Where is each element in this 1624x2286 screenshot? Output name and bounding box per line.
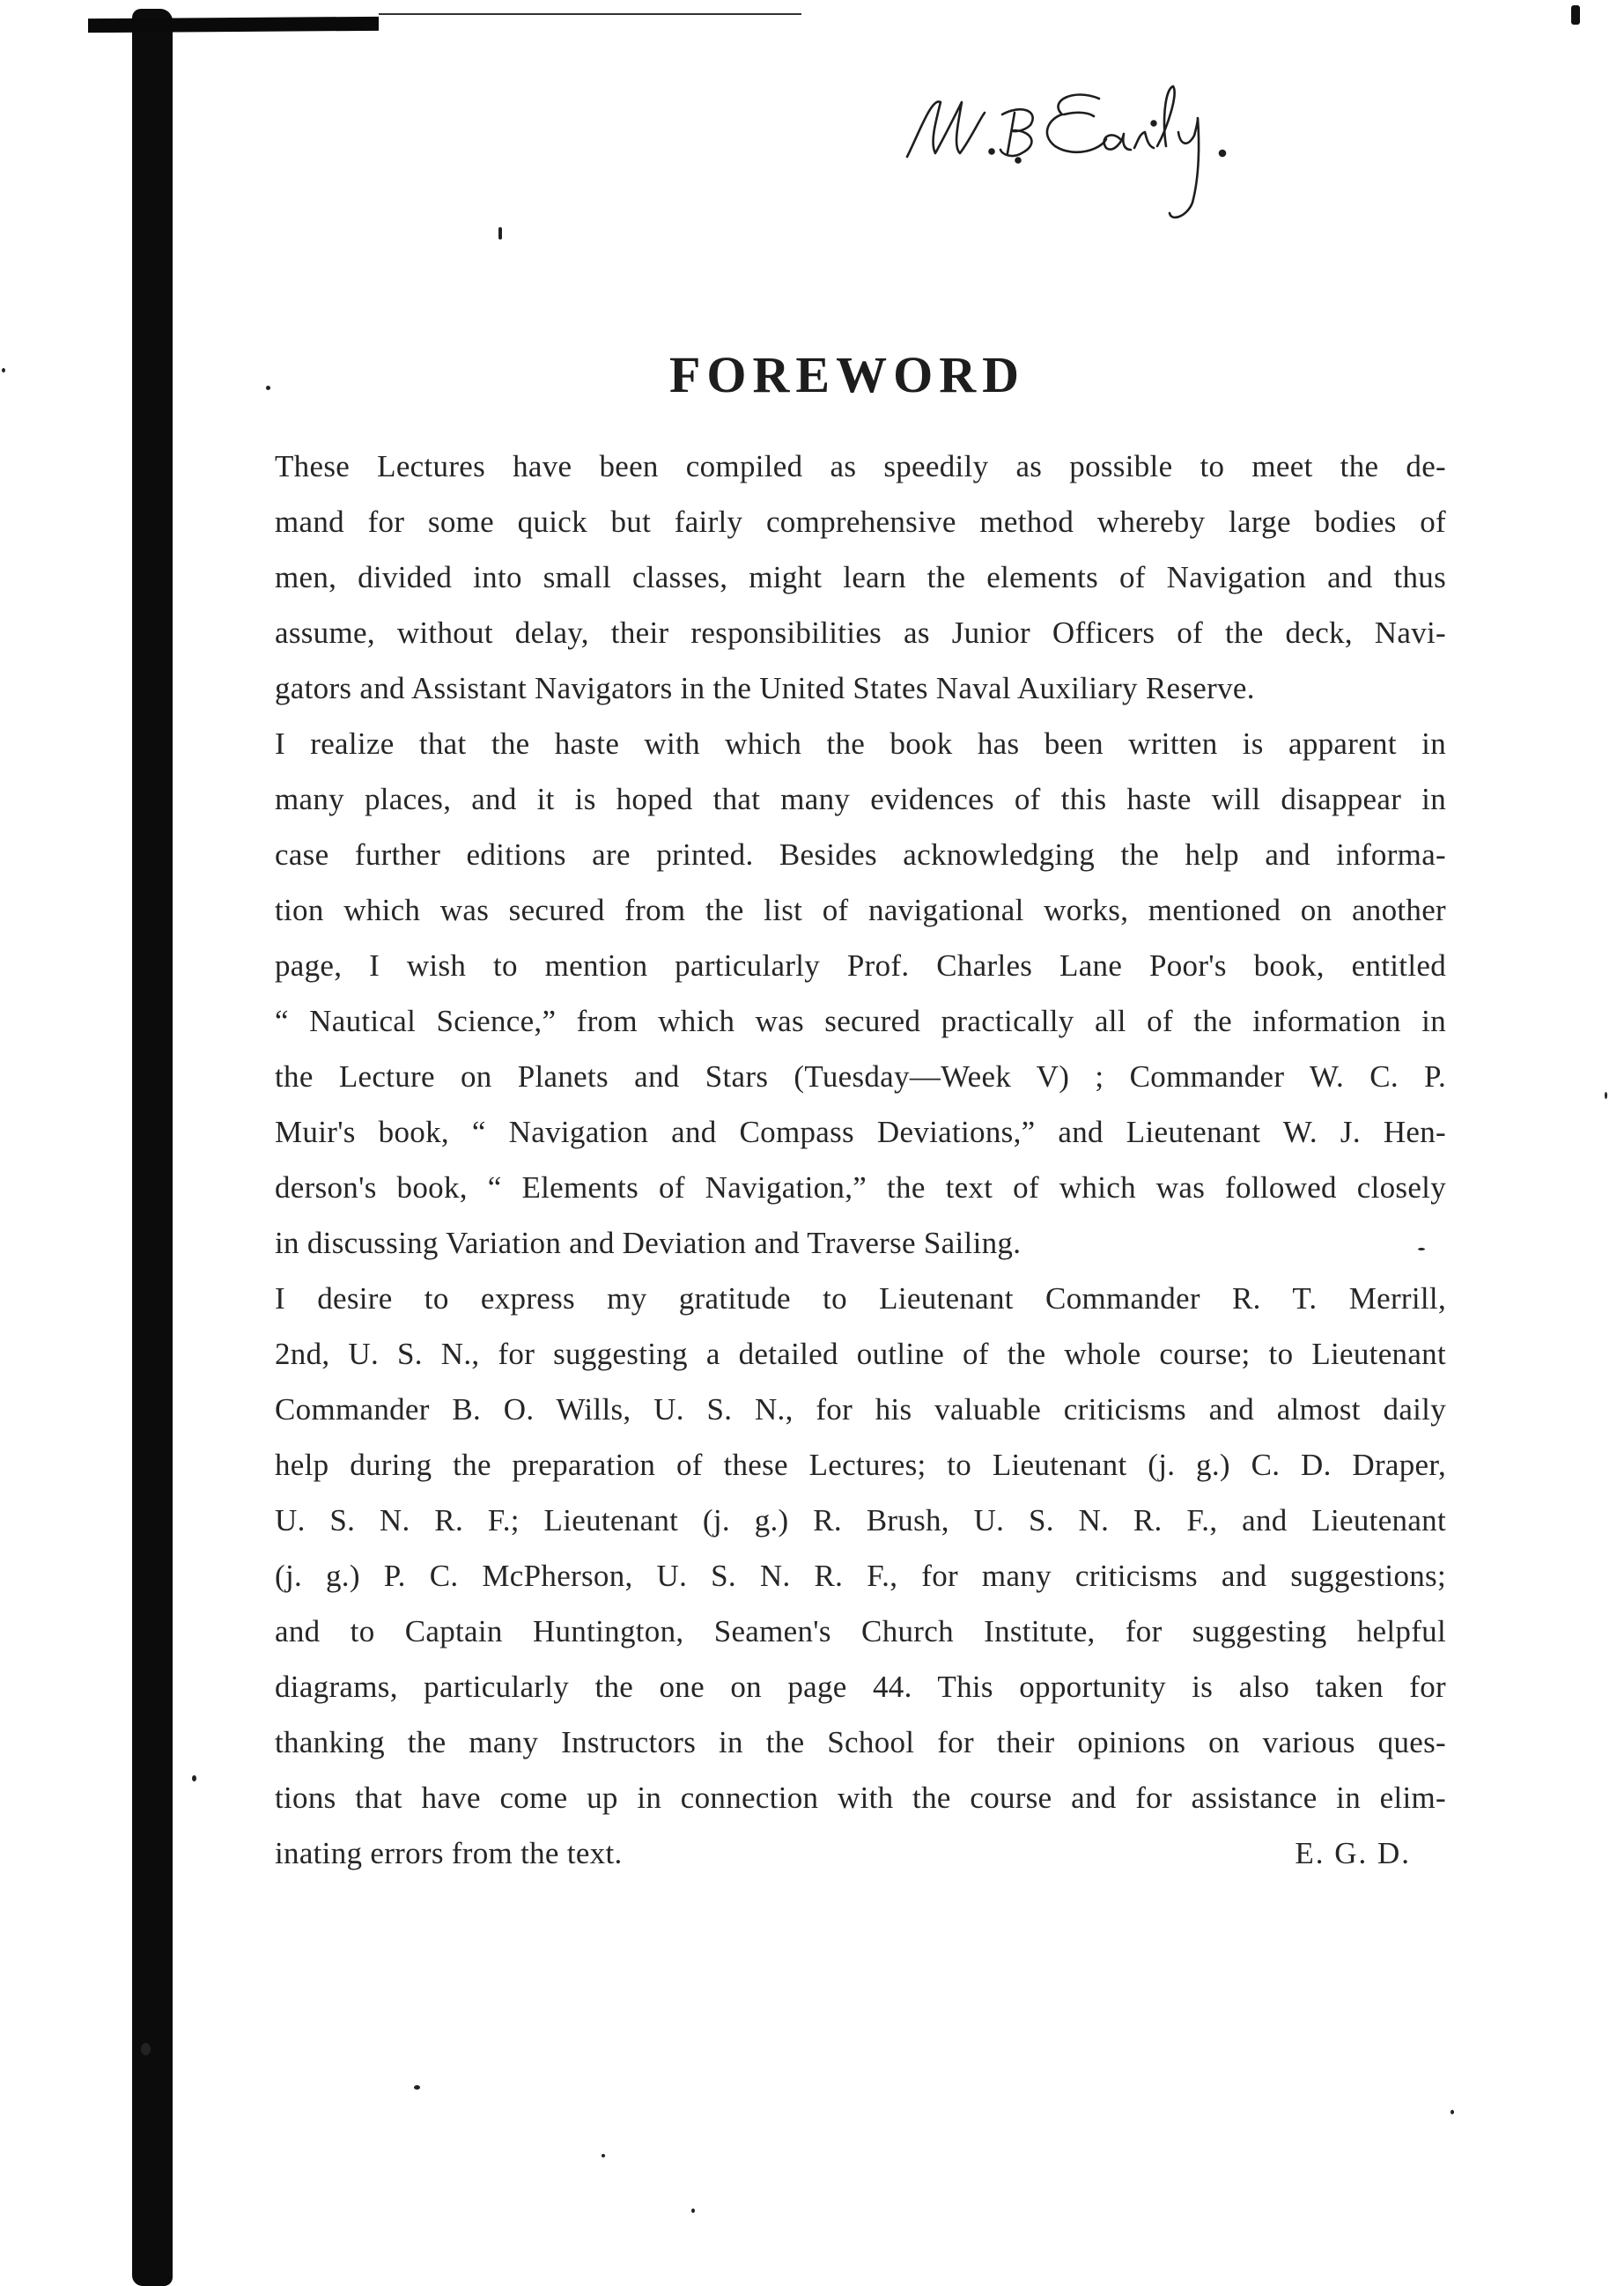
text-line: gators and Assistant Navigators in the United States Naval Auxiliary Reserve.	[275, 671, 1255, 705]
text-line: thanking the many Instructors in the School for their opinions on various ques-	[275, 1725, 1446, 1759]
text-line: assume, without delay, their responsibilities as Junior Officers of the deck, Navi-	[275, 616, 1446, 650]
speck	[602, 2154, 605, 2157]
text-line: many places, and it is hoped that many evidences of this haste will disappear in	[275, 782, 1446, 816]
text-line: “ Nautical Science,” from which was secured practically all of the information in	[275, 1004, 1446, 1038]
text-line: page, I wish to mention particularly Prof. Charles Lane Poor's book, entitled	[275, 948, 1446, 983]
speck	[1605, 1092, 1607, 1099]
paragraph	[275, 439, 1446, 716]
speck	[414, 2085, 420, 2090]
text-line: mand for some quick but fairly comprehensive method whereby large bodies of	[275, 505, 1446, 539]
author-initials: E. G. D.	[1295, 1836, 1411, 1870]
speck	[498, 227, 502, 240]
closing-text: inating errors from the text.	[275, 1836, 623, 1870]
speck	[691, 2209, 695, 2213]
text-line: (j. g.) P. C. McPherson, U. S. N. R. F., for many criticisms and suggestions;	[275, 1559, 1446, 1593]
text-line: derson's book, “ Elements of Navigation,” the text of which was followed closely	[275, 1170, 1446, 1205]
page-title: FOREWORD	[669, 346, 1025, 403]
text-line: case further editions are printed. Besides acknowledging the help and informa-	[275, 837, 1446, 872]
speck	[141, 2043, 151, 2055]
handwritten-signature	[890, 62, 1312, 238]
text-line: I realize that the haste with which the book has been written is apparent in	[275, 726, 1446, 761]
text-line: Commander B. O. Wills, U. S. N., for his valuable criticisms and almost daily	[275, 1392, 1446, 1427]
text-line: These Lectures have been compiled as speedily as possible to meet the de-	[275, 449, 1446, 483]
text-line: tion which was secured from the list of navigational works, mentioned on another	[275, 893, 1446, 927]
corner-mark	[1571, 5, 1580, 25]
paragraph	[275, 1271, 1446, 1881]
sign-off-line	[275, 1825, 1446, 1881]
text-line: help during the preparation of these Lectures; to Lieutenant (j. g.) C. D. Draper,	[275, 1448, 1446, 1482]
text-line: U. S. N. R. F.; Lieutenant (j. g.) R. Brush, U. S. N. R. F., and Lieutenant	[275, 1503, 1446, 1538]
top-rule-thin	[379, 13, 801, 15]
text-line: and to Captain Huntington, Seamen's Church Institute, for suggesting helpful	[275, 1614, 1446, 1648]
text-line: 2nd, U. S. N., for suggesting a detailed outline of the whole course; to Lieutenant	[275, 1337, 1446, 1371]
text-line: in discussing Variation and Deviation and Traverse Sailing.	[275, 1226, 1022, 1260]
top-rule	[88, 17, 379, 33]
text-line: the Lecture on Planets and Stars (Tuesday—Week V) ; Commander W. C. P.	[275, 1059, 1446, 1094]
text-line: Muir's book, “ Navigation and Compass Deviations,” and Lieutenant W. J. Hen-	[275, 1115, 1446, 1149]
foreword-body	[275, 439, 1446, 1881]
text-line: diagrams, particularly the one on page 44. This opportunity is also taken for	[275, 1670, 1446, 1704]
text-line: men, divided into small classes, might learn the elements of Navigation and thus	[275, 560, 1446, 594]
paragraph	[275, 716, 1446, 1271]
text-line: tions that have come up in connection with the course and for assistance in elim-	[275, 1781, 1446, 1815]
speck	[192, 1775, 196, 1781]
speck	[1451, 2110, 1454, 2114]
text-line: I desire to express my gratitude to Lieutenant Commander R. T. Merrill,	[275, 1281, 1446, 1316]
